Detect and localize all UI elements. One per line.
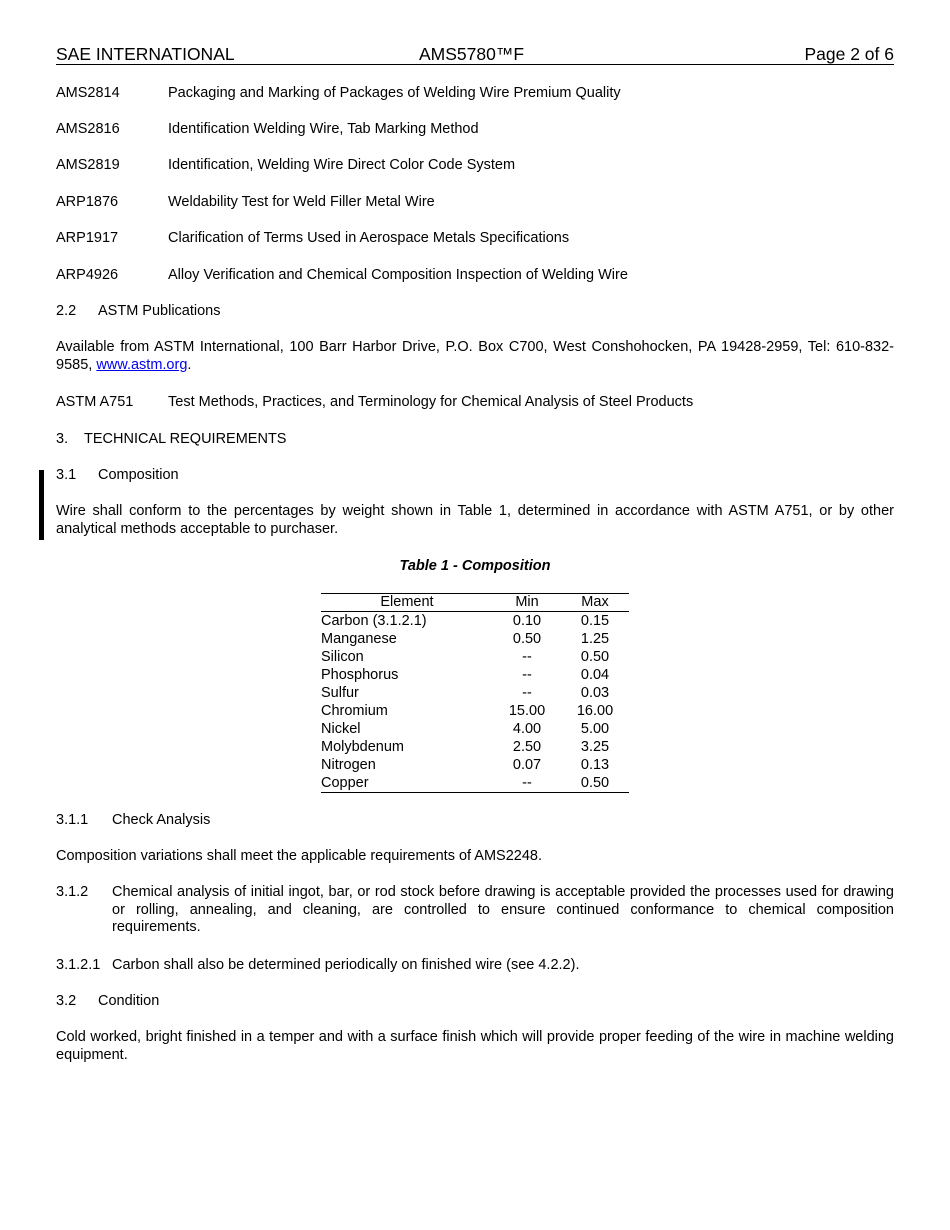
min-cell: 0.07: [512, 757, 542, 773]
astm-availability-text: Available from ASTM International, 100 Barr Harbor Drive, P.O. Box C700, West Conshohocken, PA 19428-2959, Tel: 610-832-9585,: [56, 339, 894, 373]
min-cell: 15.00: [508, 703, 546, 719]
element-cell: Chromium: [321, 703, 388, 719]
section-title: Composition: [98, 467, 179, 483]
section-title: ASTM Publications: [98, 303, 221, 319]
max-cell: 0.50: [580, 775, 610, 791]
table-row: [321, 720, 629, 738]
column-header-min: Min: [493, 594, 561, 612]
max-cell: 0.50: [580, 649, 610, 665]
section-body: Chemical analysis of initial ingot, bar, or rod stock before drawing is acceptable provided the processes used for drawing or rolling, annealing, and cleaning, are controlled to ensure continued conformance to chemical composition requirements.: [112, 884, 894, 935]
max-cell: 16.00: [576, 703, 614, 719]
min-cell: --: [522, 775, 532, 791]
section-title: TECHNICAL REQUIREMENTS: [84, 431, 287, 447]
reference-code: ARP4926: [56, 267, 119, 283]
table-row: [321, 702, 629, 720]
min-cell: 0.50: [512, 631, 542, 647]
page-header: [56, 44, 894, 65]
reference-title: Packaging and Marking of Packages of Welding Wire Premium Quality: [168, 85, 621, 101]
reference-title: Alloy Verification and Chemical Composition Inspection of Welding Wire: [168, 267, 628, 283]
min-cell: --: [522, 649, 532, 665]
section-number: 3.1: [56, 467, 77, 483]
table-row: [321, 774, 629, 793]
table-row: [321, 666, 629, 684]
element-cell: Carbon (3.1.2.1): [321, 613, 427, 629]
header-organization: SAE INTERNATIONAL: [56, 44, 235, 64]
section-3-1-2: [56, 884, 894, 937]
section-number: 3.1.2.1: [56, 957, 101, 973]
reference-code: ASTM A751: [56, 394, 134, 410]
section-number: 3.1.2: [56, 884, 89, 900]
reference-title: Clarification of Terms Used in Aerospace Metals Specifications: [168, 230, 570, 246]
header-document-id: AMS5780™F: [419, 44, 525, 64]
reference-code: AMS2819: [56, 157, 120, 173]
element-cell: Silicon: [321, 649, 364, 665]
min-cell: --: [522, 667, 532, 683]
element-cell: Phosphorus: [321, 667, 399, 683]
element-cell: Manganese: [321, 631, 397, 647]
element-cell: Molybdenum: [321, 739, 405, 755]
element-cell: Sulfur: [321, 685, 359, 701]
max-cell: 0.13: [580, 757, 610, 773]
astm-availability-suffix: .: [187, 356, 192, 373]
min-cell: 4.00: [512, 721, 542, 737]
table-row: [321, 612, 629, 631]
section-number: 3.2: [56, 993, 77, 1009]
element-cell: Nitrogen: [321, 757, 376, 773]
section-title: Condition: [98, 993, 160, 1009]
check-analysis-paragraph: Composition variations shall meet the applicable requirements of AMS2248.: [56, 848, 543, 864]
astm-availability-paragraph: [56, 339, 894, 374]
max-cell: 0.15: [580, 613, 610, 629]
table-row: [321, 756, 629, 774]
astm-website-link[interactable]: www.astm.org: [96, 356, 188, 373]
min-cell: 2.50: [512, 739, 542, 755]
table-row: [321, 630, 629, 648]
condition-paragraph: Cold worked, bright finished in a temper and with a surface finish which will provide proper feeding of the wire in machine welding equipment.: [56, 1029, 894, 1063]
table-row: [321, 648, 629, 666]
max-cell: 0.04: [580, 667, 610, 683]
max-cell: 3.25: [580, 739, 610, 755]
max-cell: 0.03: [580, 685, 610, 701]
reference-code: ARP1876: [56, 194, 119, 210]
section-title: Check Analysis: [112, 812, 211, 828]
min-cell: 0.10: [512, 613, 542, 629]
section-number: 2.2: [56, 303, 77, 319]
table-header-row: [321, 594, 629, 612]
table-row: [321, 684, 629, 702]
reference-code: AMS2816: [56, 121, 120, 137]
reference-code: ARP1917: [56, 230, 119, 246]
column-header-max: Max: [561, 594, 629, 612]
max-cell: 1.25: [580, 631, 610, 647]
reference-title: Identification, Welding Wire Direct Color Code System: [168, 157, 516, 173]
column-header-element: Element: [321, 594, 493, 612]
reference-title: Weldability Test for Weld Filler Metal Wire: [168, 194, 435, 210]
min-cell: --: [522, 685, 532, 701]
reference-code: AMS2814: [56, 85, 120, 101]
max-cell: 5.00: [580, 721, 610, 737]
reference-title: Test Methods, Practices, and Terminology for Chemical Analysis of Steel Products: [168, 394, 694, 410]
header-page-number: Page 2 of 6: [804, 44, 894, 64]
revision-change-bar: [39, 470, 44, 540]
table-row: [321, 738, 629, 756]
section-number: 3.: [56, 431, 69, 447]
reference-title: Identification Welding Wire, Tab Marking Method: [168, 121, 479, 137]
element-cell: Nickel: [321, 721, 361, 737]
section-body: Carbon shall also be determined periodically on finished wire (see 4.2.2).: [112, 957, 580, 973]
section-number: 3.1.1: [56, 812, 89, 828]
element-cell: Copper: [321, 775, 369, 791]
composition-paragraph: Wire shall conform to the percentages by weight shown in Table 1, determined in accordance with ASTM A751, or by other analytical methods acceptable to purchaser.: [56, 503, 894, 537]
composition-table: [321, 593, 629, 793]
table-caption: Table 1 - Composition: [399, 558, 551, 574]
